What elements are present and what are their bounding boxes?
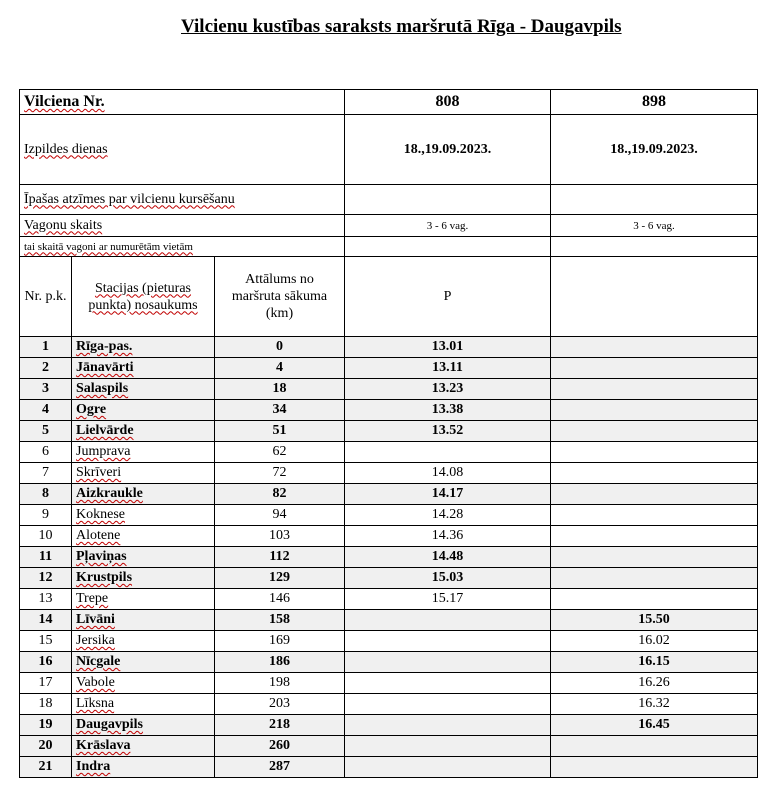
row-number: 17 <box>20 673 72 694</box>
time-train-1: 15.17 <box>345 589 551 610</box>
distance-km: 82 <box>215 484 345 505</box>
time-train-2 <box>551 421 758 442</box>
page-title: Vilcienu kustības saraksts maršrutā Rīga - Daugavpils <box>181 16 622 37</box>
train-number-row <box>20 90 758 115</box>
time-train-1 <box>345 442 551 463</box>
time-train-2 <box>551 442 758 463</box>
station-name: Krustpils <box>72 568 215 589</box>
time-train-2 <box>551 589 758 610</box>
wagons-train-1: 3 - 6 vag. <box>345 215 551 237</box>
column-header-row <box>20 257 758 337</box>
row-number: 11 <box>20 547 72 568</box>
station-name: Krāslava <box>72 736 215 757</box>
distance-km: 203 <box>215 694 345 715</box>
row-number: 13 <box>20 589 72 610</box>
train-number-label: Vilciena Nr. <box>20 90 345 115</box>
station-name: Līvāni <box>72 610 215 631</box>
time-train-1: 13.52 <box>345 421 551 442</box>
notes-row <box>20 185 758 215</box>
time-train-1: 14.36 <box>345 526 551 547</box>
time-train-2 <box>551 379 758 400</box>
time-train-2 <box>551 757 758 778</box>
distance-km: 198 <box>215 673 345 694</box>
days-train-1: 18.,19.09.2023. <box>345 115 551 185</box>
time-train-2: 16.32 <box>551 694 758 715</box>
days-row <box>20 115 758 185</box>
days-label: Izpildes dienas <box>20 115 345 185</box>
time-train-2 <box>551 358 758 379</box>
distance-km: 287 <box>215 757 345 778</box>
table-row <box>20 673 758 694</box>
time-train-2: 16.26 <box>551 673 758 694</box>
row-number: 8 <box>20 484 72 505</box>
wagons-row <box>20 215 758 237</box>
time-train-1: 14.48 <box>345 547 551 568</box>
distance-km: 218 <box>215 715 345 736</box>
col-p-header: P <box>345 257 551 337</box>
distance-km: 0 <box>215 337 345 358</box>
table-row <box>20 358 758 379</box>
numbered-wagons-row <box>20 237 758 257</box>
station-name: Ogre <box>72 400 215 421</box>
station-name: Skrīveri <box>72 463 215 484</box>
distance-km: 169 <box>215 631 345 652</box>
wagons-train-2: 3 - 6 vag. <box>551 215 758 237</box>
time-train-1 <box>345 736 551 757</box>
station-name: Salaspils <box>72 379 215 400</box>
distance-km: 112 <box>215 547 345 568</box>
station-name: Rīga-pas. <box>72 337 215 358</box>
time-train-2 <box>551 568 758 589</box>
table-row <box>20 652 758 673</box>
days-train-2: 18.,19.09.2023. <box>551 115 758 185</box>
time-train-1 <box>345 631 551 652</box>
time-train-1: 13.11 <box>345 358 551 379</box>
time-train-2 <box>551 547 758 568</box>
time-train-1 <box>345 673 551 694</box>
table-row <box>20 421 758 442</box>
station-name: Vabole <box>72 673 215 694</box>
time-train-2: 16.15 <box>551 652 758 673</box>
table-row <box>20 463 758 484</box>
table-row <box>20 547 758 568</box>
time-train-2 <box>551 736 758 757</box>
row-number: 4 <box>20 400 72 421</box>
station-name: Jumprava <box>72 442 215 463</box>
row-number: 9 <box>20 505 72 526</box>
distance-km: 18 <box>215 379 345 400</box>
time-train-2: 15.50 <box>551 610 758 631</box>
distance-km: 146 <box>215 589 345 610</box>
time-train-2: 16.02 <box>551 631 758 652</box>
time-train-2: 16.45 <box>551 715 758 736</box>
col-nr-header: Nr. p.k. <box>20 257 72 337</box>
station-name: Koknese <box>72 505 215 526</box>
time-train-2 <box>551 484 758 505</box>
table-row <box>20 715 758 736</box>
row-number: 20 <box>20 736 72 757</box>
time-train-1: 13.23 <box>345 379 551 400</box>
station-name: Pļaviņas <box>72 547 215 568</box>
distance-km: 129 <box>215 568 345 589</box>
table-row <box>20 757 758 778</box>
station-name: Nīcgale <box>72 652 215 673</box>
train-808: 808 <box>345 90 551 115</box>
time-train-1: 14.17 <box>345 484 551 505</box>
table-row <box>20 694 758 715</box>
row-number: 18 <box>20 694 72 715</box>
time-train-1: 14.08 <box>345 463 551 484</box>
train-898: 898 <box>551 90 758 115</box>
row-number: 14 <box>20 610 72 631</box>
station-name: Līksna <box>72 694 215 715</box>
row-number: 1 <box>20 337 72 358</box>
time-train-2 <box>551 400 758 421</box>
time-train-1: 13.01 <box>345 337 551 358</box>
row-number: 5 <box>20 421 72 442</box>
col-distance-header: Attālums no maršruta sākuma (km) <box>215 257 345 337</box>
distance-km: 158 <box>215 610 345 631</box>
distance-km: 72 <box>215 463 345 484</box>
table-row <box>20 400 758 421</box>
station-name: Trepe <box>72 589 215 610</box>
table-row <box>20 568 758 589</box>
row-number: 19 <box>20 715 72 736</box>
station-name: Alotene <box>72 526 215 547</box>
time-train-1: 14.28 <box>345 505 551 526</box>
time-train-2 <box>551 505 758 526</box>
row-number: 2 <box>20 358 72 379</box>
table-row <box>20 379 758 400</box>
table-row <box>20 589 758 610</box>
time-train-1: 13.38 <box>345 400 551 421</box>
time-train-2 <box>551 337 758 358</box>
time-train-1: 15.03 <box>345 568 551 589</box>
time-train-1 <box>345 694 551 715</box>
station-name: Jānavārti <box>72 358 215 379</box>
station-name: Aizkraukle <box>72 484 215 505</box>
table-row <box>20 736 758 757</box>
time-train-1 <box>345 610 551 631</box>
distance-km: 260 <box>215 736 345 757</box>
table-row <box>20 505 758 526</box>
table-row <box>20 337 758 358</box>
row-number: 6 <box>20 442 72 463</box>
station-name: Lielvārde <box>72 421 215 442</box>
row-number: 10 <box>20 526 72 547</box>
time-train-1 <box>345 715 551 736</box>
table-row <box>20 526 758 547</box>
time-train-2 <box>551 526 758 547</box>
wagons-label: Vagonu skaits <box>20 215 345 237</box>
distance-km: 4 <box>215 358 345 379</box>
station-name: Jersika <box>72 631 215 652</box>
table-row <box>20 610 758 631</box>
table-row <box>20 442 758 463</box>
row-number: 16 <box>20 652 72 673</box>
col-stations-header: Stacijas (pieturas punkta) nosaukums <box>72 257 215 337</box>
row-number: 12 <box>20 568 72 589</box>
numbered-wagons-label: tai skaitā vagoni ar numurētām vietām <box>20 237 345 257</box>
row-number: 3 <box>20 379 72 400</box>
distance-km: 94 <box>215 505 345 526</box>
distance-km: 62 <box>215 442 345 463</box>
row-number: 21 <box>20 757 72 778</box>
distance-km: 103 <box>215 526 345 547</box>
distance-km: 186 <box>215 652 345 673</box>
table-row <box>20 631 758 652</box>
distance-km: 34 <box>215 400 345 421</box>
time-train-1 <box>345 757 551 778</box>
row-number: 15 <box>20 631 72 652</box>
row-number: 7 <box>20 463 72 484</box>
station-name: Indra <box>72 757 215 778</box>
time-train-2 <box>551 463 758 484</box>
time-train-1 <box>345 652 551 673</box>
notes-label: Īpašas atzīmes par vilcienu kursēšanu <box>20 185 345 215</box>
station-name: Daugavpils <box>72 715 215 736</box>
table-row <box>20 484 758 505</box>
distance-km: 51 <box>215 421 345 442</box>
timetable <box>19 89 758 778</box>
